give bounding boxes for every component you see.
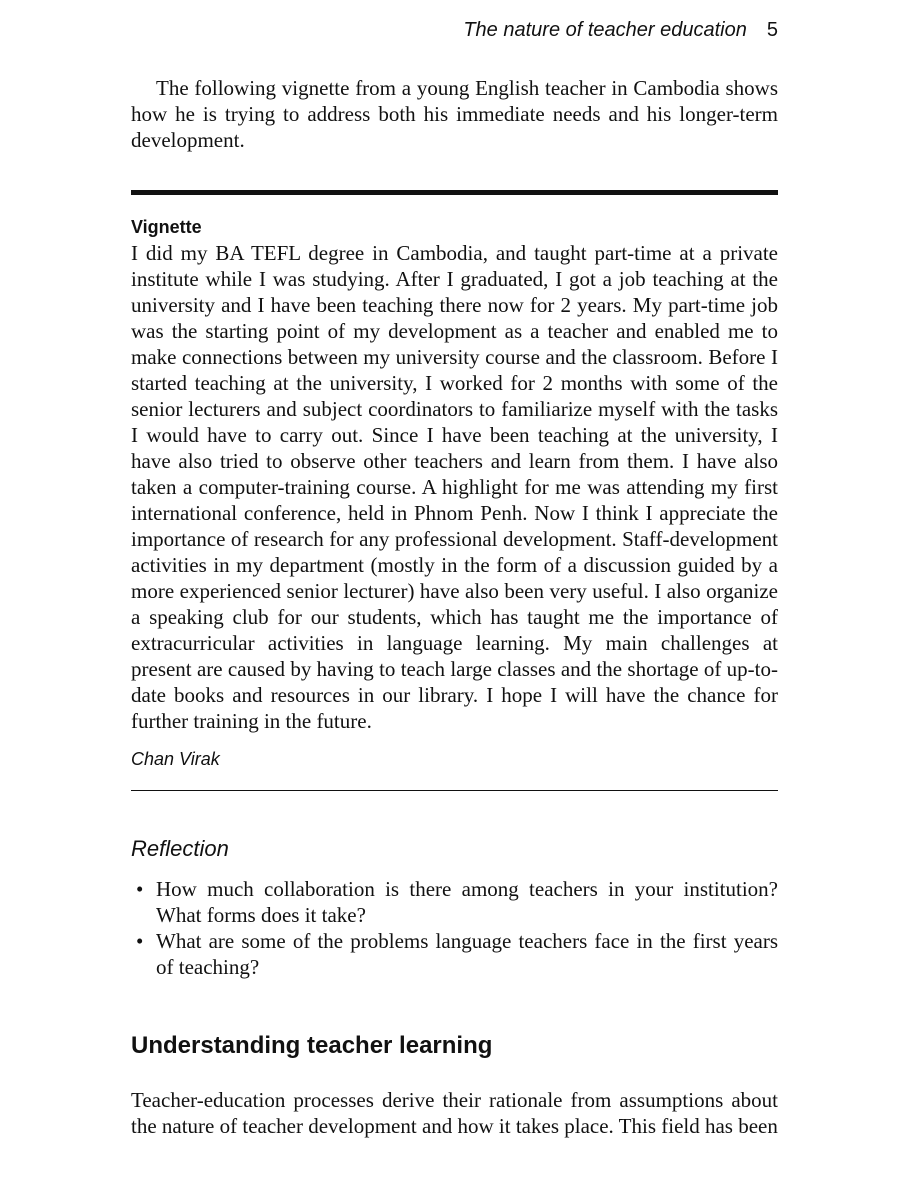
vignette-top-rule bbox=[131, 190, 778, 195]
section-body: Teacher-education processes derive their rationale from assumptions about the nature of teacher development and how it takes place. This field has been bbox=[131, 1088, 778, 1138]
bullet-icon: • bbox=[136, 877, 144, 901]
page-number: 5 bbox=[766, 19, 778, 41]
running-head bbox=[463, 16, 778, 44]
reflection-heading: Reflection bbox=[131, 836, 229, 861]
vignette-bottom-rule bbox=[131, 790, 778, 791]
intro-paragraph: The following vignette from a young English teacher in Cambodia shows how he is trying to address both his immediate needs and his longer-term development. bbox=[131, 76, 778, 152]
bullet-icon: • bbox=[136, 929, 144, 953]
section-heading: Understanding teacher learning bbox=[131, 1032, 493, 1059]
running-head-title: The nature of teacher education bbox=[463, 19, 747, 41]
reflection-item bbox=[131, 928, 778, 980]
reflection-item-text: How much collaboration is there among teachers in your institution? What forms does it take? bbox=[156, 877, 778, 927]
reflection-item bbox=[131, 876, 778, 928]
vignette-author: Chan Virak bbox=[131, 749, 220, 769]
reflection-list bbox=[131, 876, 778, 980]
reflection-item-text: What are some of the problems language teachers face in the first years of teaching? bbox=[156, 929, 778, 979]
vignette-body: I did my BA TEFL degree in Cambodia, and taught part-time at a private institute while I was studying. After I graduated, I got a job teaching at the university and I have been teaching there now for 2 years. My part-time job was the starting point of my development as a teacher and enabled me to make connections between my university course and the classroom. Before I started teaching at the university, I worked for 2 months with some of the senior lecturers and subject coordinators to familiarize myself with the tasks I would have to carry out. Since I have been teaching at the university, I have also tried to observe other teachers and learn from them. I have also taken a computer-training course. A highlight for me was attending my first international conference, held in Phnom Penh. Now I think I appreciate the importance of research for any professional development. Staff-development activities in my department (mostly in the form of a discussion guided by a more experienced senior lecturer) have also been very useful. I also organize a speaking club for our students, which has taught me the importance of extracurricular activities in language learning. My main challenges at present are caused by having to teach large classes and the shortage of up-to-date books and resources in our library. I hope I will have the chance for further training in the future. bbox=[131, 241, 778, 733]
vignette-label: Vignette bbox=[131, 217, 202, 237]
